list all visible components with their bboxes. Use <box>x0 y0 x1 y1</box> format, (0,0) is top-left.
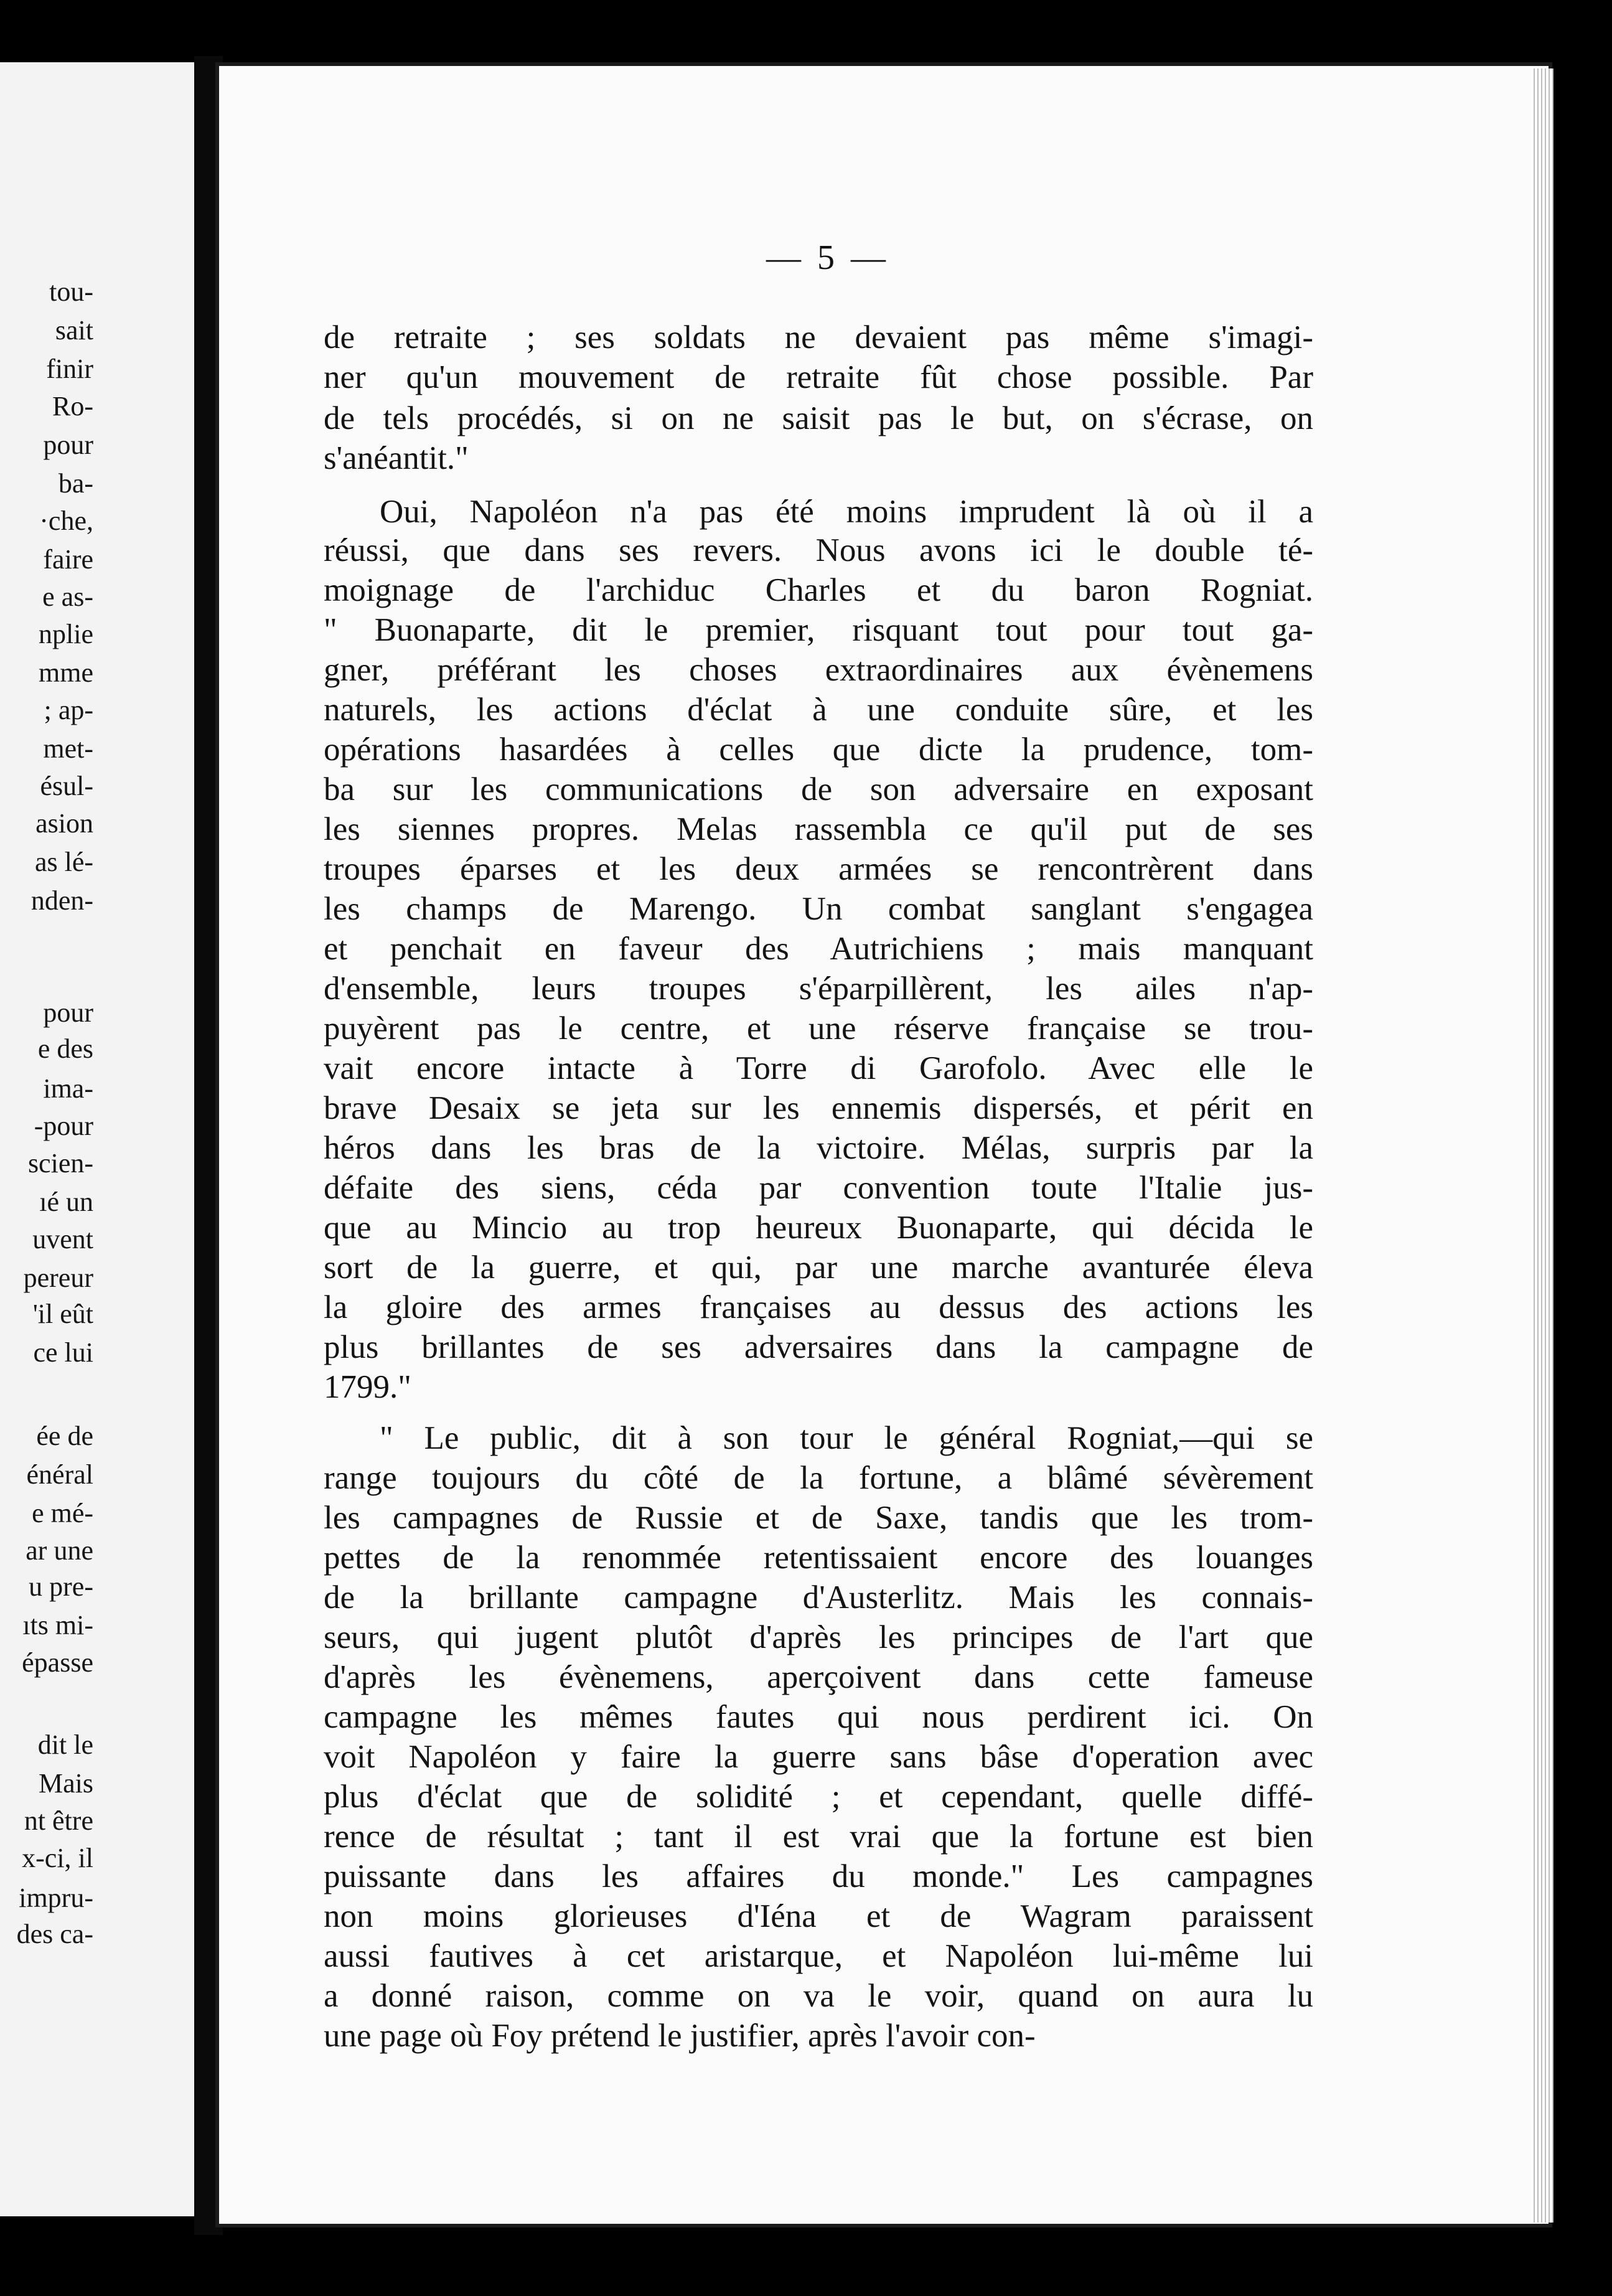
text-line: les champs de Marengo. Un combat sanglant s'engagea <box>324 891 1313 927</box>
text-line: rence de résultat ; tant il est vrai que la fortune est bien <box>324 1818 1313 1855</box>
text-line: de tels procédés, si on ne saisit pas le but, on s'écrase, on <box>324 400 1313 436</box>
text-line: 1799." <box>324 1369 411 1405</box>
text-line: défaite des siens, céda par convention toute l'Italie jus- <box>324 1170 1313 1206</box>
text-line: " Buonaparte, dit le premier, risquant tout pour tout ga- <box>324 612 1313 648</box>
left-page-line: ce lui <box>33 1337 93 1368</box>
left-page-line: ıts mi- <box>22 1610 93 1640</box>
text-line: de la brillante campagne d'Austerlitz. Mais les connais- <box>324 1579 1313 1616</box>
text-line: plus brillantes de ses adversaires dans la campagne de <box>324 1329 1313 1365</box>
left-page-line: dit le <box>37 1729 93 1760</box>
left-page-line: impru- <box>19 1883 93 1913</box>
left-page-line: des ca- <box>16 1919 93 1949</box>
text-line: une page où Foy prétend le justifier, après l'avoir con- <box>324 2018 1036 2054</box>
left-page-line: finir <box>46 354 93 384</box>
text-line: puyèrent pas le centre, et une réserve française se trou- <box>324 1010 1313 1047</box>
left-page-line: Ro- <box>52 391 93 421</box>
text-line: d'après les évènemens, aperçoivent dans cette fameuse <box>324 1659 1313 1695</box>
text-line: et penchait en faveur des Autrichiens ; mais manquant <box>324 931 1313 967</box>
left-page-line: ba- <box>58 468 93 499</box>
left-page-line: 'il eût <box>32 1299 93 1329</box>
text-line: réussi, que dans ses revers. Nous avons ici le double té- <box>324 532 1313 568</box>
text-line: range toujours du côté de la fortune, a blâmé sévèrement <box>324 1460 1313 1496</box>
text-line: troupes éparses et les deux armées se rencontrèrent dans <box>324 851 1313 887</box>
text-line: aussi fautives à cet aristarque, et Napoléon lui-même lui <box>324 1938 1313 1974</box>
left-page-fragment <box>0 62 194 2216</box>
text-line: ba sur les communications de son adversaire en exposant <box>324 771 1313 807</box>
text-line: a donné raison, comme on va le voir, quand on aura lu <box>324 1978 1313 2014</box>
left-page-line: nplie <box>39 619 93 649</box>
text-line: Oui, Napoléon n'a pas été moins imprudent là où il a <box>380 494 1313 530</box>
text-line: non moins glorieuses d'Iéna et de Wagram paraissent <box>324 1898 1313 1934</box>
page-number: — 5 — <box>766 238 889 277</box>
text-line: " Le public, dit à son tour le général Rogniat,—qui se <box>380 1420 1313 1456</box>
text-line: la gloire des armes françaises au dessus des actions les <box>324 1289 1313 1325</box>
text-line: seurs, qui jugent plutôt d'après les principes de l'art que <box>324 1619 1313 1655</box>
left-page-line: faire <box>43 544 93 575</box>
left-page-line: asion <box>35 808 93 839</box>
text-line: gner, préférant les choses extraordinaires aux évènemens <box>324 652 1313 688</box>
left-page-line: uvent <box>32 1224 93 1254</box>
text-line: d'ensemble, leurs troupes s'éparpillèrent, les ailes n'ap- <box>324 971 1313 1007</box>
left-page-line: nden- <box>30 885 93 916</box>
left-page-line: nt être <box>24 1805 93 1836</box>
left-page-line: u pre- <box>29 1571 93 1602</box>
left-page-line: e as- <box>42 581 93 612</box>
text-line: moignage de l'archiduc Charles et du baron Rogniat. <box>324 572 1313 608</box>
text-line: les campagnes de Russie et de Saxe, tandis que les trom- <box>324 1500 1313 1536</box>
left-page-line: ar une <box>26 1535 93 1566</box>
left-page-line: ıé un <box>39 1187 93 1217</box>
left-page-line: x-ci, il <box>22 1843 93 1873</box>
text-line: naturels, les actions d'éclat à une conduite sûre, et les <box>324 692 1313 728</box>
left-page-line: Mais <box>39 1768 93 1799</box>
left-page-line: as lé- <box>34 847 93 877</box>
left-page-line: scien- <box>27 1148 93 1179</box>
left-page-line: énéral <box>26 1459 93 1490</box>
left-page-line: mme <box>39 657 93 688</box>
left-page-line: pour <box>43 997 93 1028</box>
left-page-line: ima- <box>43 1073 93 1104</box>
left-page-line: met- <box>43 733 93 764</box>
text-line: vait encore intacte à Torre di Garofolo. Avec elle le <box>324 1050 1313 1086</box>
left-page-line: épasse <box>22 1647 93 1678</box>
text-line: héros dans les bras de la victoire. Mélas, surpris par la <box>324 1130 1313 1166</box>
text-line: s'anéantit." <box>324 440 469 476</box>
text-line: voit Napoléon y faire la guerre sans bâse d'operation avec <box>324 1739 1313 1775</box>
left-page-line: ésul- <box>40 771 93 801</box>
left-page-line: e des <box>37 1033 93 1064</box>
left-page-line: sait <box>55 315 93 346</box>
text-line: de retraite ; ses soldats ne devaient pas même s'imagi- <box>324 319 1313 355</box>
text-line: puissante dans les affaires du monde." Les campagnes <box>324 1858 1313 1894</box>
text-line: ner qu'un mouvement de retraite fût chose possible. Par <box>324 359 1313 395</box>
page-edge <box>1531 68 1553 2223</box>
text-line: les siennes propres. Melas rassembla ce qu'il put de ses <box>324 811 1313 847</box>
text-line: opérations hasardées à celles que dicte la prudence, tom- <box>324 732 1313 768</box>
left-page-line: -pour <box>34 1111 93 1141</box>
text-line: pettes de la renommée retentissaient encore des louanges <box>324 1540 1313 1576</box>
left-page-line: pereur <box>23 1263 93 1293</box>
left-page-line: ·che, <box>39 506 93 536</box>
text-line: campagne les mêmes fautes qui nous perdirent ici. On <box>324 1699 1313 1735</box>
left-page-line: tou- <box>49 276 93 307</box>
left-page-line: ée de <box>36 1421 93 1451</box>
left-page-line: e mé- <box>32 1498 93 1528</box>
text-line: plus d'éclat que de solidité ; et cependant, quelle diffé- <box>324 1779 1313 1815</box>
text-line: brave Desaix se jeta sur les ennemis dispersés, et périt en <box>324 1090 1313 1126</box>
left-page-line: ; ap- <box>44 695 93 725</box>
text-line: que au Mincio au trop heureux Buonaparte, qui décida le <box>324 1210 1313 1246</box>
text-line: sort de la guerre, et qui, par une marche avanturée éleva <box>324 1249 1313 1286</box>
left-page-line: pour <box>43 430 93 460</box>
